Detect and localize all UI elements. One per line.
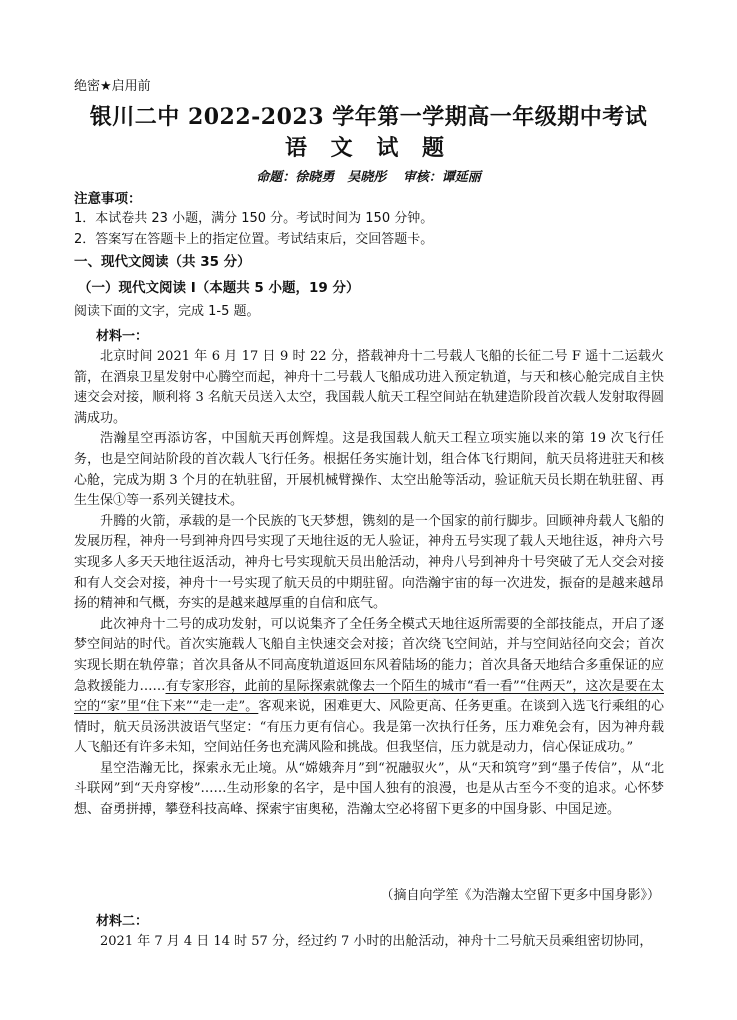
- material-1-paragraph: 浩瀚星空再添访客，中国航天再创辉煌。这是我国载人航天工程立项实施以来的第 19 次飞行任务，也是空间站阶段的首次载人飞行任务。根据任务实施计划，组合体飞行期间，航天员将进驻天和核心舱，完成为期 3 个月的在轨驻留，开展机械臂操作、太空出舱等活动，验证航天员长期在轨驻留、再生生保①等一系列关键技术。: [74, 431, 664, 509]
- material-2-paragraph: 2021 年 7 月 4 日 14 时 57 分，经过约 7 小时的出舱活动，神舟十二号航天员乘组密切协同，: [100, 934, 653, 949]
- material-1-paragraph: 北京时间 2021 年 6 月 17 日 9 时 22 分，搭载神舟十二号载人飞船的长征二号 F 遥十二运载火箭，在酒泉卫星发射中心腾空而起，神舟十二号载人飞船成功进入预定轨道，与天和核心舱完成自主快速交会对接，顺利将 3 名航天员送入太空，我国载人航天工程空间站在轨建造阶段首次载人发射取得圆满成功。: [74, 349, 664, 426]
- section-heading: 一、现代文阅读（共 35 分）: [74, 254, 251, 270]
- material-2-text: [74, 932, 664, 953]
- paragraph-text: 此次神舟十二号的成功发射，可以说集齐了全任务全模式天地往返所需要的全部技能点，开启了逐梦空间站的时代。首次实施载人飞船自主快速交会对接；首次绕飞空间站，并与空间站径向交会；首次实现长期在轨停靠；首次具备从不同高度轨道返回东风着陆场的能力；首次具备天地结合多重保证的应急救援能力……: [74, 616, 664, 694]
- exam-title: 银川二中 2022-2023 学年第一学期高一年级期中考试: [89, 104, 648, 130]
- confidential-mark: 绝密★启用前: [74, 79, 151, 94]
- material-1-source: （摘自向学笙《为浩瀚太空留下更多中国身影》）: [380, 888, 660, 903]
- material-1-paragraph: 升腾的火箭，承载的是一个民族的飞天梦想，镌刻的是一个国家的前行脚步。回顾神舟载人飞船的发展历程，神舟一号到神舟四号实现了天地往返的无人验证，神舟五号实现了载人天地往返，神舟六号实现多人多天天地往返活动，神舟七号实现航天员出舱活动，神舟八号到神舟十号突破了无人交会对接和有人交会对接，神舟十一号实现了航天员的中期驻留。向浩瀚宇宙的每一次进发，振奋的是越来越昂扬的精神和气概，夯实的是越来越厚重的自信和底气。: [74, 513, 664, 612]
- material-1-paragraph: 星空浩瀚无比，探索永无止境。从“嫦娥奔月”到“祝融驭火”，从“天和筑穹”到“墨子传信”，从“北斗联网”到“天舟穿梭”……生动形象的名字，是中国人独有的浪漫，也是从古至今不变的追求。心怀梦想、奋勇拼搏，攀登科技高峰、探索宇宙奥秘，浩瀚太空必将留下更多的中国身影、中国足迹。: [74, 760, 664, 818]
- exam-subtitle: 语 文 试 题: [285, 135, 452, 161]
- authors-label: 命题：徐晓勇 吴晓彤: [256, 170, 387, 185]
- sub-section-heading: （一）现代文阅读 I（本题共 5 小题，19 分）: [78, 280, 360, 296]
- reading-prompt: 阅读下面的文字，完成 1-5 题。: [74, 304, 260, 319]
- note-item-1: 1．本试卷共 23 小题，满分 150 分。考试时间为 150 分钟。: [74, 211, 434, 226]
- material-1-text: [74, 347, 664, 821]
- material-2-label: 材料二：: [96, 914, 149, 929]
- paragraph-text: 客观来说，困难更大、风险更高、任务更重。在谈到入选飞行乘组的心情时，航天员汤洪波语气坚定：“有压力更有信心。我是第一次执行任务，压力难免会有，因为神舟载人飞船还有许多未知，空间站任务也充满风险和挑战。但我坚信，压力就是动力，信心保证成功。”: [74, 699, 664, 756]
- note-item-2: 2．答案写在答题卡上的指定位置。考试结束后，交回答题卡。: [74, 232, 434, 247]
- material-1-label: 材料一：: [96, 329, 149, 344]
- review-label: 审核：谭延丽: [402, 170, 481, 185]
- underlined-quote: 有专家形容，此前的星际探索就像去一个陌生的城市“看一看”“住两天”，这次是要在太空的“家”里“住下来”“走一走”。: [74, 678, 664, 715]
- authors-line: [0, 166, 737, 185]
- material-1-paragraph: [74, 615, 664, 759]
- notes-heading: 注意事项：: [74, 191, 142, 207]
